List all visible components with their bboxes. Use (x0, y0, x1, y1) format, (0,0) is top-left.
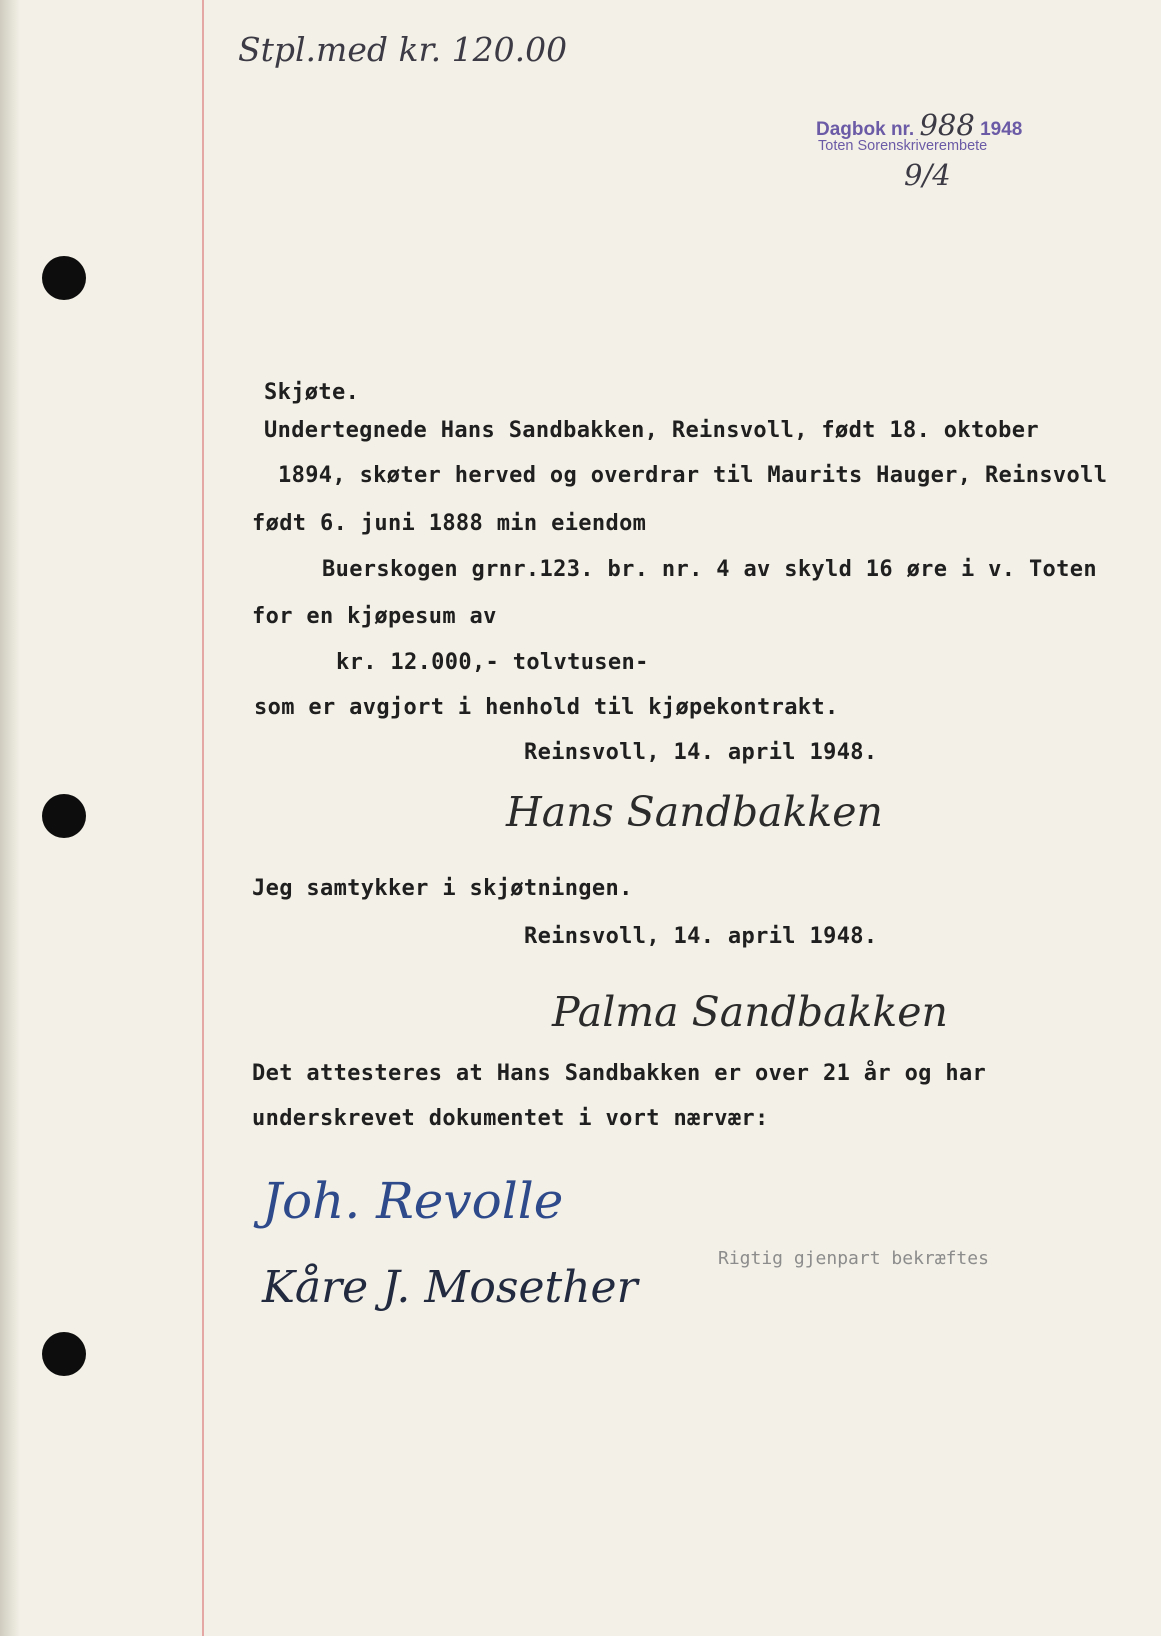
place-date-2: Reinsvoll, 14. april 1948. (524, 924, 878, 949)
punch-hole (42, 794, 86, 838)
deed-title: Skjøte. (264, 380, 360, 405)
consent-line: Jeg samtykker i skjøtningen. (252, 876, 633, 901)
stamp-number: 988 (919, 108, 975, 142)
signature-hans-sandbakken: Hans Sandbakken (506, 788, 883, 836)
attest-line: underskrevet dokumentet i vort nærvær: (252, 1106, 769, 1131)
punch-hole (42, 1332, 86, 1376)
witness-signature-1: Joh. Revolle (262, 1172, 564, 1230)
attest-line: Det attesteres at Hans Sandbakken er over 21 år og har (252, 1061, 987, 1086)
signature-palma-sandbakken: Palma Sandbakken (552, 988, 948, 1036)
stamp-year: 1948 (980, 119, 1023, 140)
stamp-office: Toten Sorenskriverembete (818, 138, 988, 154)
deed-line: for en kjøpesum av (252, 604, 497, 629)
page-edge-shadow (0, 0, 20, 1636)
deed-line: Undertegnede Hans Sandbakken, Reinsvoll, født 18. oktober (264, 418, 1039, 443)
copy-certified-stamp: Rigtig gjenpart bekræftes (718, 1248, 989, 1269)
deed-line: 1894, skøter herved og overdrar til Maurits Hauger, Reinsvoll (278, 463, 1108, 488)
margin-rule (202, 0, 204, 1636)
place-date-1: Reinsvoll, 14. april 1948. (524, 740, 878, 765)
stamp-date: 9/4 (904, 158, 951, 192)
punch-hole (42, 256, 86, 300)
stamp-label: Dagbok nr. (816, 119, 915, 140)
witness-signature-2: Kåre J. Mosether (262, 1262, 638, 1313)
handwritten-fee-note: Stpl.med kr. 120.00 (238, 30, 568, 69)
deed-line: Buerskogen grnr.123. br. nr. 4 av skyld 16 øre i v. Toten (322, 557, 1097, 582)
deed-amount: kr. 12.000,- tolvtusen- (336, 650, 649, 675)
deed-line: født 6. juni 1888 min eiendom (252, 511, 647, 536)
stamp-label-line (816, 108, 1022, 142)
deed-line: som er avgjort i henhold til kjøpekontrakt. (254, 695, 839, 720)
